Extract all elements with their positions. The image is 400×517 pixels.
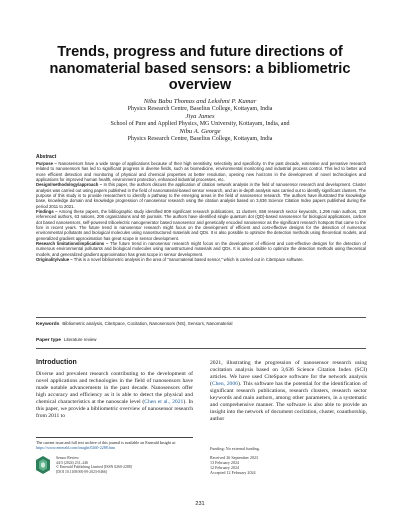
paper-type-label: Paper type	[36, 338, 62, 343]
purpose-label: Purpose –	[36, 160, 57, 166]
intro-text: 2021, illustrating the progression of nanosensor research using cocitation analysis based on 3,636 Science Citation Index (SCI) articles. We have used CiteSpace software for the network analysis (	[210, 360, 367, 387]
implications-label: Research limitations/implications –	[36, 241, 109, 247]
author-name: Jiya James	[185, 113, 215, 121]
paper-type-text: Literature review	[64, 337, 97, 342]
divider	[36, 348, 366, 349]
abstract-findings	[36, 209, 366, 241]
findings-label: Findings –	[36, 209, 58, 215]
findings-text: Among these papers, the bibliographic study identified 809 significant research publications, 11 clusters, 556 research sector keywords, 1,296 main authors, 139 referenced authors, 63 nations, 206 organizations and 60 journals. The authors have identified single quantum dot (QD)-based nanosensor for biological applications, carbon dot based nanosensors, self-powered triboelectric nanogenerator based nanosensor and genetically encoded nanosensor as the significant research hotspots that came to the fore in recent years. The future trend in nanosensor research might focus on the development of efficient and cost-effective designs for the detection of numerous environmental pollutants and biological molecules using nanostructured materials and QDs. It is also possible to optimize the detection methods using theoretical models, and generalized gradient approximation has great scope in sensor development.	[36, 209, 366, 241]
intro-text: Diverse and prevalent research contributing to the development of novel applications and technologies in the field of nanosensors have made notable advancements in the past decade. Nanosensors offer high accuracy and efficiency as it is able to detect the physical and chemical characteristics at the nanoscale level (	[36, 370, 193, 405]
design-label: Design/methodology/approach –	[36, 182, 103, 188]
accepted-date: Accepted 12 February 2024	[210, 470, 256, 476]
keywords	[36, 321, 366, 327]
doi: [DOI 10.1108/SR-09-2023-0466]	[56, 470, 107, 475]
author-affiliation: School of Pure and Applied Physics, MG University, Kottayam, India, and	[110, 120, 290, 127]
author-affiliation: Physics Research Centre, Baselius College, Kottayam, India	[127, 135, 273, 142]
paper-type	[36, 337, 366, 343]
funding-note: Funding: No external funding.	[210, 446, 260, 451]
intro-paragraph	[210, 360, 367, 423]
author-affiliation: Physics Research Centre, Baselius College, Kottayam, India	[127, 105, 273, 112]
abstract-heading: Abstract	[36, 154, 57, 160]
footnote-line: The current issue and full text archive of this journal is available on Emerald Insight at:	[36, 440, 176, 445]
abstract-purpose	[36, 161, 366, 182]
keywords-label: Keywords	[36, 322, 60, 327]
intro-text: ). In this paper, we provide a bibliometric overview of nanosensor research from 2011 to	[36, 398, 193, 419]
citation-link[interactable]: Chen, 2006	[211, 380, 238, 387]
introduction-heading: Introduction	[36, 359, 77, 366]
originality-text: This is a novel bibliometric analysis in the area of "nanomaterial based sensor," which is carried out in CiteSpace software.	[72, 257, 304, 263]
page-number: 231	[195, 501, 205, 507]
abstract	[36, 155, 366, 262]
abstract-design	[36, 182, 366, 209]
footnote-divider	[36, 437, 193, 438]
journal-name: Sensor Review	[56, 456, 79, 460]
emerald-logo-icon	[36, 456, 50, 474]
abstract-implications	[36, 241, 366, 257]
revised-date: 13 February 2024	[210, 460, 240, 466]
received-date: Received 26 September 2023	[210, 455, 259, 461]
author-name: Nibu Babu Thomas and Lekshmi P. Kumar	[143, 98, 257, 105]
implications-text: The future trend in nanosensor research might focus on the development of efficient and cost-effective designs for the detection of numerous environmental pollutants and biological molecules using nanostructured materials and QDs. It is also possible to optimize the detection methods using theoretical models, and generalized gradient approximation has great scope in sensor development.	[36, 241, 367, 257]
publisher-block	[36, 456, 193, 475]
abstract-originality	[36, 257, 366, 262]
design-text: In this paper, the authors discuss the application of citation network analysis in the field of nanosensor research and development. Cluster analysis was carried out using papers published in the field of nanomaterial-based sensor research, and an in-depth analysis was carried out to identify significant clusters. The purpose of this study is to provide researchers to identify a pathway to the emerging areas in the field of nanosensor research. The authors have illustrated the knowledge base, knowledge domain and knowledge progression of nanosensor research using the citation analysis based on 3,636 Science Citation Index papers published during the period 2011 to 2021.	[36, 182, 366, 209]
journal-url-link[interactable]: https://www.emerald.com/insight/0260-2288.htm	[36, 445, 115, 450]
author-name: Nibu A. George	[179, 128, 221, 136]
citation-link[interactable]: Chen et al., 2021	[144, 398, 184, 405]
purpose-text: Nanosensors have a wide range of applications because of their high sensitivity, selectivity and specificity. In the past decade, extensive and pervasive research related to nanosensors has led to significant progress in diverse fields, such as biomedicine, environmental monitoring and industrial process control. This led to better and more efficient detection and monitoring of physical and chemical properties at better resolution, opening new horizons in the development of novel technologies and applications for improved human health, environment protection, enhanced industrial processes, etc.	[36, 160, 366, 182]
publisher-info	[56, 456, 132, 475]
keywords-text: Bibliometric analysis, CiteSpace, Cocitation, Nanosensors (NS), Sensors, Nanomaterial	[62, 321, 233, 326]
journal-issue: 44/3 (2024) 231–246	[56, 460, 89, 465]
paper-title: Trends, progress and future directions of nanomaterial based sensors: a bibliometric overview	[49, 44, 351, 93]
copyright: © Emerald Publishing Limited [ISSN 0260-2288]	[56, 465, 132, 470]
originality-label: Originality/value –	[36, 257, 73, 263]
article-dates	[210, 446, 367, 475]
intro-paragraph	[36, 371, 193, 420]
revised-date: 12 February 2024	[210, 465, 240, 471]
journal-footnote	[36, 437, 193, 475]
introduction-column-right	[210, 360, 367, 423]
divider	[36, 317, 366, 318]
footnote-text	[36, 440, 193, 450]
intro-text: ). This software has the potential for the identification of significant research publications, research clusters, research sector keywords and main authors, among other parameters, in a systematic and comprehensive manner. The software is also able to provide an insight into the network of document cocitation, cluster, coauthorship, author	[210, 380, 367, 422]
author-block	[30, 98, 370, 144]
introduction-column-left	[36, 360, 193, 420]
